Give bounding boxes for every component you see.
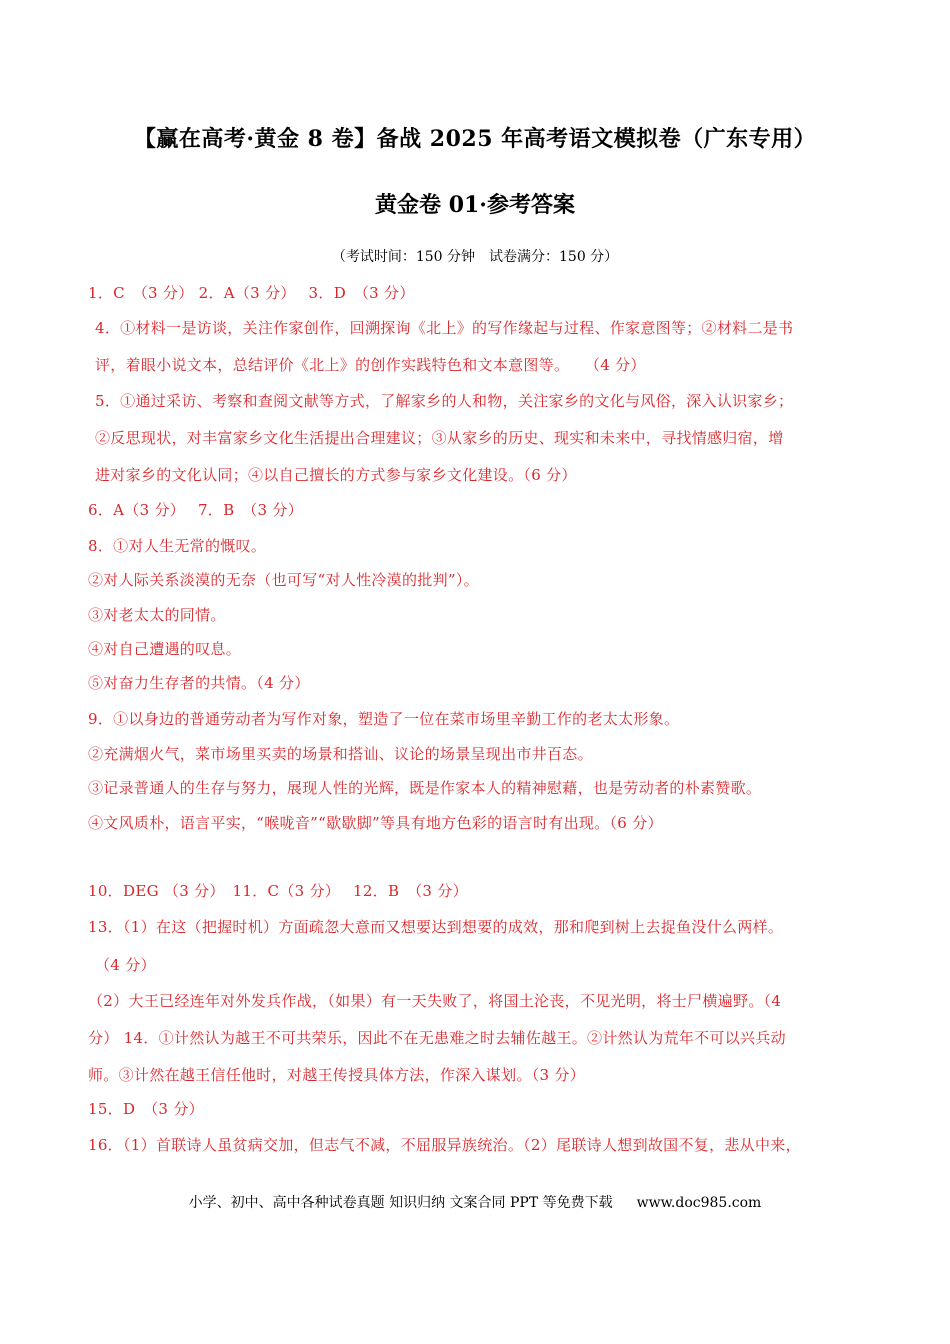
answer-line: ②对人际关系淡漠的无奈（也可写“对人性冷漠的批判”）。 xyxy=(88,571,479,589)
answer-line: ③对老太太的同情。 xyxy=(88,606,226,624)
answer-line: 13．（1）在这（把握时机）方面疏忽大意而又想要达到想要的成效，那和爬到树上去捉鱼没什么两样。 xyxy=(88,918,784,936)
page-title: 【赢在高考·黄金 8 卷】备战 2025 年高考语文模拟卷（广东专用） xyxy=(133,126,817,152)
page-subtitle: 黄金卷 01·参考答案 xyxy=(375,192,575,218)
answer-line: 15．D （3 分） xyxy=(88,1100,204,1118)
answer-line: 5．①通过采访、考察和查阅文献等方式，了解家乡的人和物，关注家乡的文化与风俗，深入认识家乡； xyxy=(95,392,794,410)
answer-line: 8．①对人生无常的慨叹。 xyxy=(88,537,267,555)
footer xyxy=(0,1192,950,1212)
answer-line: 4．①材料一是访谈，关注作家创作，回溯探询《北上》的写作缘起与过程、作家意图等；②材料二是书 xyxy=(95,319,794,337)
answer-line: 10．DEG （3 分） 11．C（3 分） 12．B （3 分） xyxy=(88,882,468,900)
answer-line: ②反思现状，对丰富家乡文化生活提出合理建议；③从家乡的历史、现实和未来中，寻找情感归宿，增 xyxy=(95,429,784,447)
answer-line: ②充满烟火气，菜市场里买卖的场景和搭讪、议论的场景呈现出市井百态。 xyxy=(88,745,593,763)
exam-info: （考试时间：150 分钟 试卷满分：150 分） xyxy=(331,249,619,265)
answer-line: ⑤对奋力生存者的共情。（4 分） xyxy=(88,674,310,692)
answer-line: 进对家乡的文化认同；④以自己擅长的方式参与家乡文化建设。（6 分） xyxy=(95,466,577,484)
answer-line: 1．C （3 分） 2．A（3 分） 3．D （3 分） xyxy=(88,284,415,302)
answer-line: 分） 14．①计然认为越王不可共荣乐，因此不在无患难之时去辅佐越王。②计然认为荒年不可以兴兵动 xyxy=(88,1029,786,1047)
answer-line: （2）大王已经连年对外发兵作战，（如果）有一天失败了，将国土沦丧，不见光明，将士尸横遍野。（4 xyxy=(88,992,782,1010)
answer-line: ③记录普通人的生存与努力，展现人性的光辉，既是作家本人的精神慰藉，也是劳动者的朴素赞歌。 xyxy=(88,779,762,797)
answer-line: 师。③计然在越王信任他时，对越王传授具体方法，作深入谋划。（3 分） xyxy=(88,1066,586,1084)
answer-line: （4 分） xyxy=(95,956,156,974)
answer-line: 6．A（3 分） 7．B （3 分） xyxy=(88,501,304,519)
answer-line: 评，着眼小说文本，总结评价《北上》的创作实践特色和文本意图等。 （4 分） xyxy=(95,356,646,374)
answer-line: 16．（1）首联诗人虽贫病交加，但志气不减，不屈服异族统治。（2）尾联诗人想到故国不复，悲从中来， xyxy=(88,1136,801,1154)
footer-text: 小学、初中、高中各种试卷真题 知识归纳 文案合同 PPT 等免费下载 xyxy=(188,1195,613,1211)
answer-line: ④文风质朴，语言平实，“喉咙音”“歇歇脚”等具有地方色彩的语言时有出现。（6 分） xyxy=(88,814,663,832)
answer-line: ④对自己遭遇的叹息。 xyxy=(88,640,242,658)
answer-line: 9．①以身边的普通劳动者为写作对象，塑造了一位在菜市场里辛勤工作的老太太形象。 xyxy=(88,710,680,728)
footer-site-link[interactable]: www.doc985.com xyxy=(636,1195,762,1211)
